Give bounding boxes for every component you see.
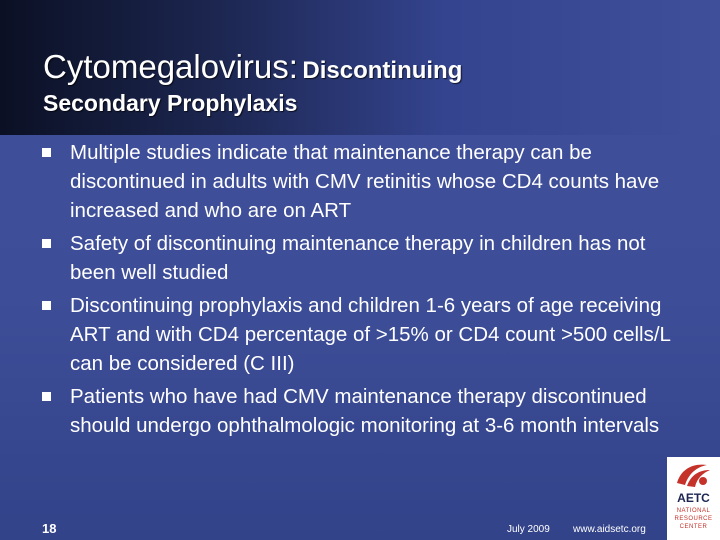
slide-title — [43, 48, 462, 86]
aetc-logo — [667, 457, 720, 540]
bullet-item — [42, 229, 692, 287]
logo-sub-line: CENTER — [679, 524, 708, 530]
bullet-list — [42, 138, 692, 444]
slide-title-line2: Secondary Prophylaxis — [43, 90, 298, 116]
bullet-item — [42, 382, 692, 440]
logo-sub-line: RESOURCE — [674, 516, 713, 522]
bullet-item — [42, 138, 692, 225]
bullet-text: Multiple studies indicate that maintenance therapy can be discontinued in adults with CMV retinitis whose CD4 counts have increased and who are on ART — [70, 141, 660, 222]
footer-date: July 2009 — [507, 524, 550, 535]
square-bullet-icon — [42, 239, 51, 248]
aetc-swoosh-icon — [673, 461, 713, 489]
slide-number: 18 — [42, 521, 57, 536]
slide-title-main: Cytomegalovirus: — [43, 48, 298, 85]
logo-name: AETC — [677, 491, 710, 505]
bullet-text: Patients who have had CMV maintenance therapy discontinued should undergo ophthalmologic monitoring at 3-6 month intervals — [70, 385, 660, 437]
footer-url[interactable]: www.aidsetc.org — [573, 524, 646, 535]
bullet-text: Safety of discontinuing maintenance therapy in children has not been well studied — [70, 232, 646, 284]
bullet-text: Discontinuing prophylaxis and children 1-6 years of age receiving ART and with CD4 percentage of >15% or CD4 count >500 cells/L can be considered (C III) — [70, 294, 671, 375]
square-bullet-icon — [42, 301, 51, 310]
slide-title-rest: Discontinuing — [302, 57, 463, 84]
square-bullet-icon — [42, 148, 51, 157]
square-bullet-icon — [42, 392, 51, 401]
bullet-item — [42, 291, 692, 378]
logo-sub-line: NATIONAL — [676, 508, 711, 514]
logo-subtitle — [667, 507, 720, 531]
